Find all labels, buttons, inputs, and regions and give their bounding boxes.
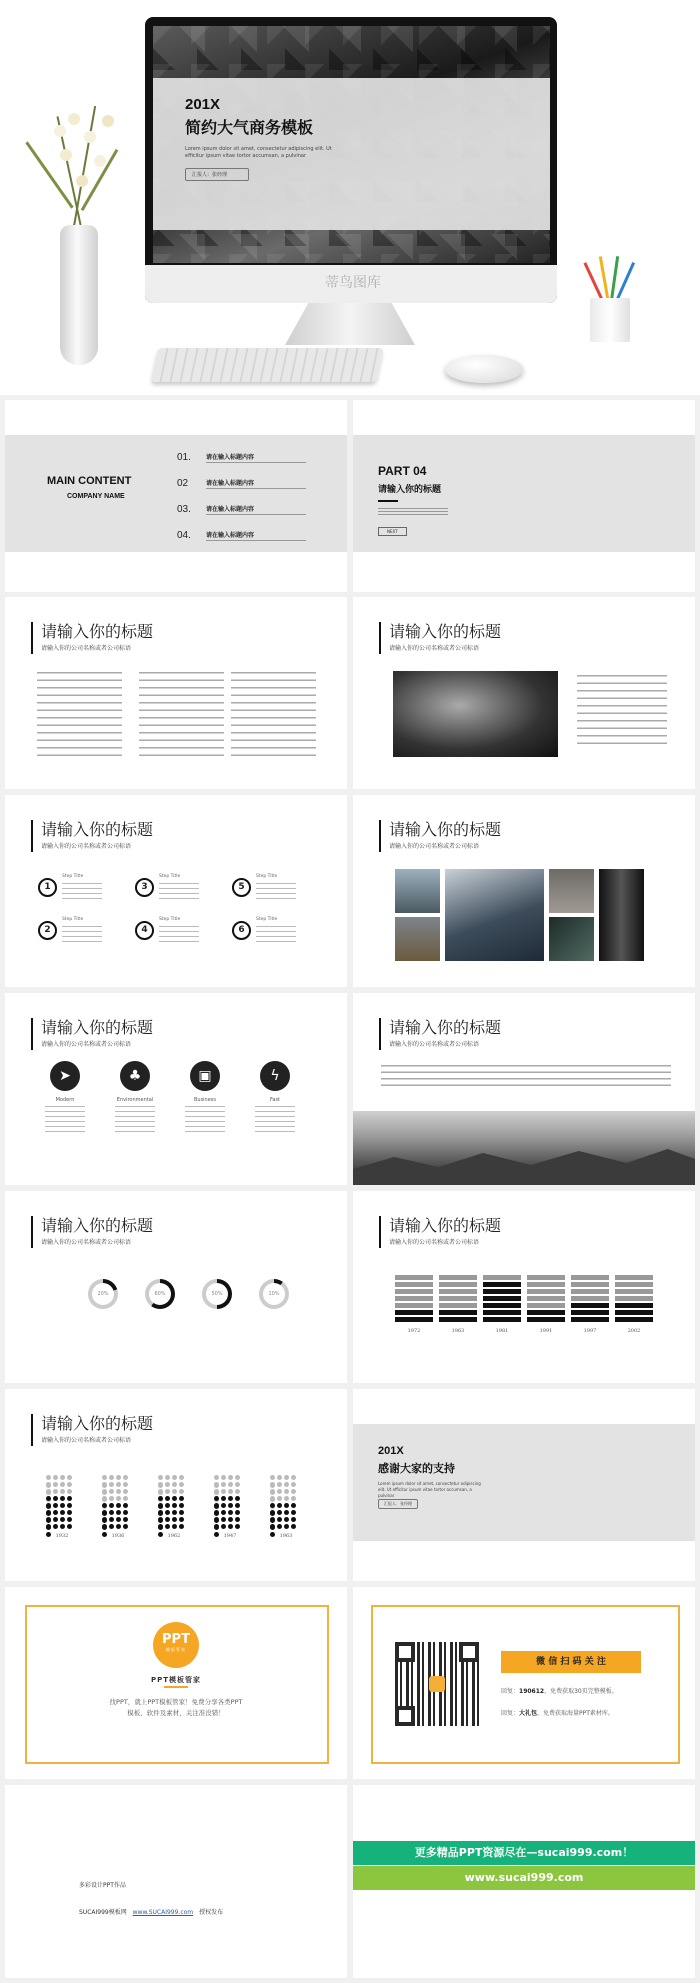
icon-label: Environmental bbox=[116, 1097, 154, 1103]
dot-mark bbox=[270, 1532, 275, 1537]
bar-segment bbox=[527, 1275, 565, 1280]
dot-mark bbox=[53, 1524, 58, 1529]
gallery-photo bbox=[549, 917, 594, 961]
slide-title: 请输入你的标题 bbox=[41, 622, 154, 641]
dot-column bbox=[45, 1472, 79, 1539]
step-1 bbox=[38, 874, 84, 897]
bar-segment bbox=[395, 1317, 433, 1322]
bar-segment bbox=[483, 1310, 521, 1315]
slide-subtitle: 请输入你的公司名称或者公司标语 bbox=[41, 843, 132, 850]
text-column bbox=[37, 672, 122, 762]
step-number: 3 bbox=[135, 878, 154, 897]
vase-illustration bbox=[38, 95, 118, 365]
contents-item[interactable]: 04. 请在输入标题内容 bbox=[177, 530, 317, 556]
dot-column bbox=[101, 1472, 135, 1539]
step-5 bbox=[232, 874, 278, 897]
step-title: Step Title bbox=[159, 917, 181, 922]
contents-item[interactable]: 03. 请在输入标题内容 bbox=[177, 504, 317, 530]
bar-segment bbox=[483, 1296, 521, 1301]
bar-year-label: 1972 bbox=[407, 1328, 421, 1334]
dot-mark bbox=[179, 1524, 184, 1529]
icon-label: Modern bbox=[55, 1097, 75, 1103]
bar-segment bbox=[571, 1275, 609, 1280]
bar-segment bbox=[615, 1282, 653, 1287]
dot-mark bbox=[67, 1524, 72, 1529]
icon-label: Fast bbox=[269, 1097, 281, 1103]
bar-segment bbox=[527, 1296, 565, 1301]
dot-column bbox=[157, 1472, 191, 1539]
cover-mockup bbox=[0, 0, 700, 395]
bar-segment bbox=[395, 1303, 433, 1308]
step-2 bbox=[38, 917, 84, 940]
bar-segment bbox=[615, 1289, 653, 1294]
bar-segment bbox=[571, 1310, 609, 1315]
bar-segment bbox=[615, 1296, 653, 1301]
step-title: Step Title bbox=[159, 874, 181, 879]
ring-label: 60% bbox=[149, 1283, 171, 1305]
bar-segment bbox=[483, 1289, 521, 1294]
slide-rings bbox=[5, 1191, 347, 1383]
text-column bbox=[139, 672, 224, 762]
bar-segment bbox=[439, 1317, 477, 1322]
brand-name: PPT模板管家 bbox=[150, 1676, 202, 1684]
bar-column bbox=[571, 1275, 609, 1334]
dot-year-label: 1947 bbox=[223, 1533, 237, 1539]
slide-credits bbox=[5, 1785, 347, 1978]
slide-dots bbox=[5, 1389, 347, 1581]
cover-year: 201X bbox=[185, 96, 221, 113]
bar-segment bbox=[527, 1303, 565, 1308]
slide-brand bbox=[5, 1587, 347, 1779]
slide-steps bbox=[5, 795, 347, 987]
text-column bbox=[231, 672, 316, 762]
step-title: Step Title bbox=[62, 874, 84, 879]
promo-banner-light[interactable]: www.sucai999.com bbox=[353, 1866, 695, 1890]
gallery-photo bbox=[395, 869, 440, 913]
keyboard bbox=[151, 348, 383, 382]
dot-mark bbox=[123, 1524, 128, 1529]
slide-gallery bbox=[353, 795, 695, 987]
bar-segment bbox=[483, 1317, 521, 1322]
dot-mark bbox=[165, 1524, 170, 1529]
bar-year-label: 1997 bbox=[583, 1328, 597, 1334]
part-title: 请输入你的标题 bbox=[378, 485, 442, 495]
mouse bbox=[445, 355, 523, 383]
bar-segment bbox=[483, 1303, 521, 1308]
dot-mark bbox=[228, 1524, 233, 1529]
bar-segment bbox=[615, 1275, 653, 1280]
bar-column bbox=[439, 1275, 477, 1334]
compass-icon: ➤ bbox=[50, 1061, 80, 1091]
bar-segment bbox=[483, 1282, 521, 1287]
slide-title: 请输入你的标题 bbox=[389, 1018, 502, 1037]
step-4 bbox=[135, 917, 181, 940]
monitor-stand bbox=[285, 303, 415, 345]
bar-segment bbox=[395, 1296, 433, 1301]
brand-logo: PPT 模板管家 bbox=[153, 1622, 199, 1668]
dot-mark bbox=[60, 1524, 65, 1529]
slide-qr bbox=[353, 1587, 695, 1779]
thanks-reporter: 汇报人：张经理 bbox=[378, 1499, 418, 1509]
qr-code[interactable] bbox=[395, 1642, 479, 1726]
gallery-photo bbox=[549, 869, 594, 913]
dot-column bbox=[269, 1472, 303, 1539]
slide-subtitle: 请输入你的公司名称或者公司标语 bbox=[41, 1437, 132, 1444]
dot-mark bbox=[46, 1532, 51, 1537]
bar-segment bbox=[483, 1275, 521, 1280]
step-title: Step Title bbox=[256, 874, 278, 879]
step-3 bbox=[135, 874, 181, 897]
bar-segment bbox=[395, 1289, 433, 1294]
dot-mark bbox=[284, 1524, 289, 1529]
slide-title: 请输入你的标题 bbox=[41, 1018, 154, 1037]
slide-part bbox=[353, 400, 695, 592]
progress-ring bbox=[259, 1279, 289, 1309]
icon-label: Business bbox=[193, 1097, 217, 1103]
next-button[interactable]: NEXT bbox=[378, 527, 407, 536]
bar-year-label: 1991 bbox=[539, 1328, 553, 1334]
dot-mark bbox=[102, 1524, 107, 1529]
slide-title: 请输入你的标题 bbox=[41, 820, 154, 839]
watermark: 蒂鸟图库 bbox=[325, 275, 381, 291]
slide-text-columns bbox=[5, 597, 347, 789]
bar-segment bbox=[527, 1317, 565, 1322]
bar-column bbox=[615, 1275, 653, 1334]
dot-mark bbox=[291, 1524, 296, 1529]
bar-segment bbox=[615, 1317, 653, 1322]
bar-column bbox=[483, 1275, 521, 1334]
brand-line2: 模板、软件及素材，关注准没错！ bbox=[127, 1709, 225, 1717]
slide-title: 请输入你的标题 bbox=[41, 1216, 154, 1235]
mountain-photo bbox=[353, 1111, 695, 1185]
pencil-cup bbox=[582, 262, 640, 342]
cover-screen bbox=[153, 26, 550, 263]
dot-mark bbox=[102, 1532, 107, 1537]
bar-segment bbox=[571, 1289, 609, 1294]
dot-mark bbox=[109, 1524, 114, 1529]
promo-banner-dark[interactable]: 更多精品PPT资源尽在—sucai999.com！ bbox=[353, 1841, 695, 1865]
slide-title: 请输入你的标题 bbox=[389, 622, 502, 641]
bar-segment bbox=[527, 1282, 565, 1287]
bar-segment bbox=[395, 1275, 433, 1280]
slide-icons bbox=[5, 993, 347, 1185]
thanks-year: 201X bbox=[378, 1445, 404, 1457]
ring-label: 20% bbox=[92, 1283, 114, 1305]
dot-mark bbox=[214, 1524, 219, 1529]
dot-year-label: 1962 bbox=[167, 1533, 181, 1539]
bar-column bbox=[395, 1275, 433, 1334]
bar-segment bbox=[571, 1282, 609, 1287]
slide-title: 请输入你的标题 bbox=[389, 1216, 502, 1235]
bar-segment bbox=[439, 1310, 477, 1315]
bar-segment bbox=[571, 1296, 609, 1301]
slide-bars bbox=[353, 1191, 695, 1383]
dot-mark bbox=[214, 1532, 219, 1537]
part-label: PART 04 bbox=[378, 464, 427, 478]
bar-segment bbox=[615, 1310, 653, 1315]
dot-year-label: 1963 bbox=[279, 1533, 293, 1539]
ring-label: 10% bbox=[263, 1283, 285, 1305]
slide-subtitle: 请输入你的公司名称或者公司标语 bbox=[41, 645, 132, 652]
gallery-photo bbox=[395, 917, 440, 961]
dot-year-label: 1932 bbox=[55, 1533, 69, 1539]
progress-ring bbox=[88, 1279, 118, 1309]
tree-icon: ♣ bbox=[120, 1061, 150, 1091]
dot-mark bbox=[116, 1524, 121, 1529]
bar-segment bbox=[439, 1289, 477, 1294]
dot-mark bbox=[277, 1524, 282, 1529]
bar-segment bbox=[571, 1317, 609, 1322]
slide-title: 请输入你的标题 bbox=[41, 1414, 154, 1433]
dot-mark bbox=[158, 1532, 163, 1537]
bar-chart bbox=[395, 1275, 655, 1355]
cover-title: 简约大气商务模板 bbox=[185, 118, 314, 137]
qr-line2: 回复：大礼包，免费获取海量PPT素材库。 bbox=[501, 1710, 614, 1717]
brand-line1: 找PPT，就上PPT模板管家！免费分享各类PPT bbox=[109, 1698, 243, 1706]
slide-subtitle: 请输入你的公司名称或者公司标语 bbox=[389, 843, 480, 850]
bar-column bbox=[527, 1275, 565, 1334]
slide-subtitle: 请输入你的公司名称或者公司标语 bbox=[41, 1041, 132, 1048]
step-number: 6 bbox=[232, 921, 251, 940]
cover-lorem: Lorem ipsum dolor sit amet, consectetur adipiscing elit. Ut efficitur ipsum vitae tortor accumsan, a pulvinar bbox=[185, 146, 332, 159]
step-title: Step Title bbox=[62, 917, 84, 922]
text-column bbox=[577, 675, 667, 745]
briefcase-icon: ▣ bbox=[190, 1061, 220, 1091]
bar-segment bbox=[439, 1296, 477, 1301]
site-link[interactable]: www.SUCAI999.com bbox=[132, 1909, 194, 1916]
tree-photo bbox=[393, 671, 558, 757]
slide-contents bbox=[5, 400, 347, 592]
contents-list bbox=[177, 452, 317, 556]
bar-segment bbox=[395, 1310, 433, 1315]
step-number: 4 bbox=[135, 921, 154, 940]
bar-segment bbox=[439, 1275, 477, 1280]
dot-mark bbox=[270, 1524, 275, 1529]
bar-segment bbox=[615, 1303, 653, 1308]
slide-image-text bbox=[353, 597, 695, 789]
dot-chart bbox=[45, 1472, 315, 1562]
works-label: 多彩设计PPT作品 bbox=[79, 1882, 126, 1889]
dot-mark bbox=[172, 1524, 177, 1529]
contents-item[interactable]: 01. 请在输入标题内容 bbox=[177, 452, 317, 478]
bar-segment bbox=[527, 1310, 565, 1315]
slide-promo bbox=[353, 1785, 695, 1978]
cover-reporter: 汇报人：张经理 bbox=[185, 168, 249, 181]
main-content-title: MAIN CONTENT bbox=[47, 475, 132, 487]
ring-label: 50% bbox=[206, 1283, 228, 1305]
step-number: 5 bbox=[232, 878, 251, 897]
dot-mark bbox=[46, 1524, 51, 1529]
bar-segment bbox=[527, 1289, 565, 1294]
thanks-title: 感谢大家的支持 bbox=[378, 1462, 455, 1475]
bar-segment bbox=[439, 1303, 477, 1308]
slide-subtitle: 请输入你的公司名称或者公司标语 bbox=[389, 1239, 480, 1246]
slide-subtitle: 请输入你的公司名称或者公司标语 bbox=[389, 645, 480, 652]
step-title: Step Title bbox=[256, 917, 278, 922]
qr-line1: 回复：190612，免费获取30页完整模板。 bbox=[501, 1688, 618, 1695]
bar-segment bbox=[395, 1282, 433, 1287]
ring-chart-row bbox=[88, 1279, 288, 1313]
slide-subtitle: 请输入你的公司名称或者公司标语 bbox=[41, 1239, 132, 1246]
site-credit: SUCAI999模板网 www.SUCAI999.com 授权发布 bbox=[79, 1909, 224, 1916]
bolt-icon: ϟ bbox=[260, 1061, 290, 1091]
slide-title: 请输入你的标题 bbox=[389, 820, 502, 839]
slide-landscape bbox=[353, 993, 695, 1185]
step-number: 1 bbox=[38, 878, 57, 897]
slide-subtitle: 请输入你的公司名称或者公司标语 bbox=[389, 1041, 480, 1048]
qr-banner: 微 信 扫 码 关 注 bbox=[501, 1651, 641, 1673]
dot-year-label: 1936 bbox=[111, 1533, 125, 1539]
step-6 bbox=[232, 917, 278, 940]
contents-item[interactable]: 02 请在输入标题内容 bbox=[177, 478, 317, 504]
bar-year-label: 1963 bbox=[451, 1328, 465, 1334]
bar-segment bbox=[439, 1282, 477, 1287]
bar-year-label: 2002 bbox=[627, 1328, 641, 1334]
slide-thanks: 201X 感谢大家的支持 Lorem ipsum dolor sit amet, consectetur adipiscing elit. Ut efficitur ipsum vitae tortor accumsan, a pulvinar 汇报人：张经理 bbox=[353, 1389, 695, 1581]
bar-segment bbox=[571, 1303, 609, 1308]
step-number: 2 bbox=[38, 921, 57, 940]
dot-mark bbox=[158, 1524, 163, 1529]
company-name: COMPANY NAME bbox=[67, 493, 125, 500]
gallery-photo bbox=[599, 869, 644, 961]
progress-ring bbox=[145, 1279, 175, 1309]
dot-mark bbox=[235, 1524, 240, 1529]
dot-column bbox=[213, 1472, 247, 1539]
gallery-photo bbox=[445, 869, 544, 961]
dot-mark bbox=[221, 1524, 226, 1529]
bar-year-label: 1981 bbox=[495, 1328, 509, 1334]
progress-ring bbox=[202, 1279, 232, 1309]
